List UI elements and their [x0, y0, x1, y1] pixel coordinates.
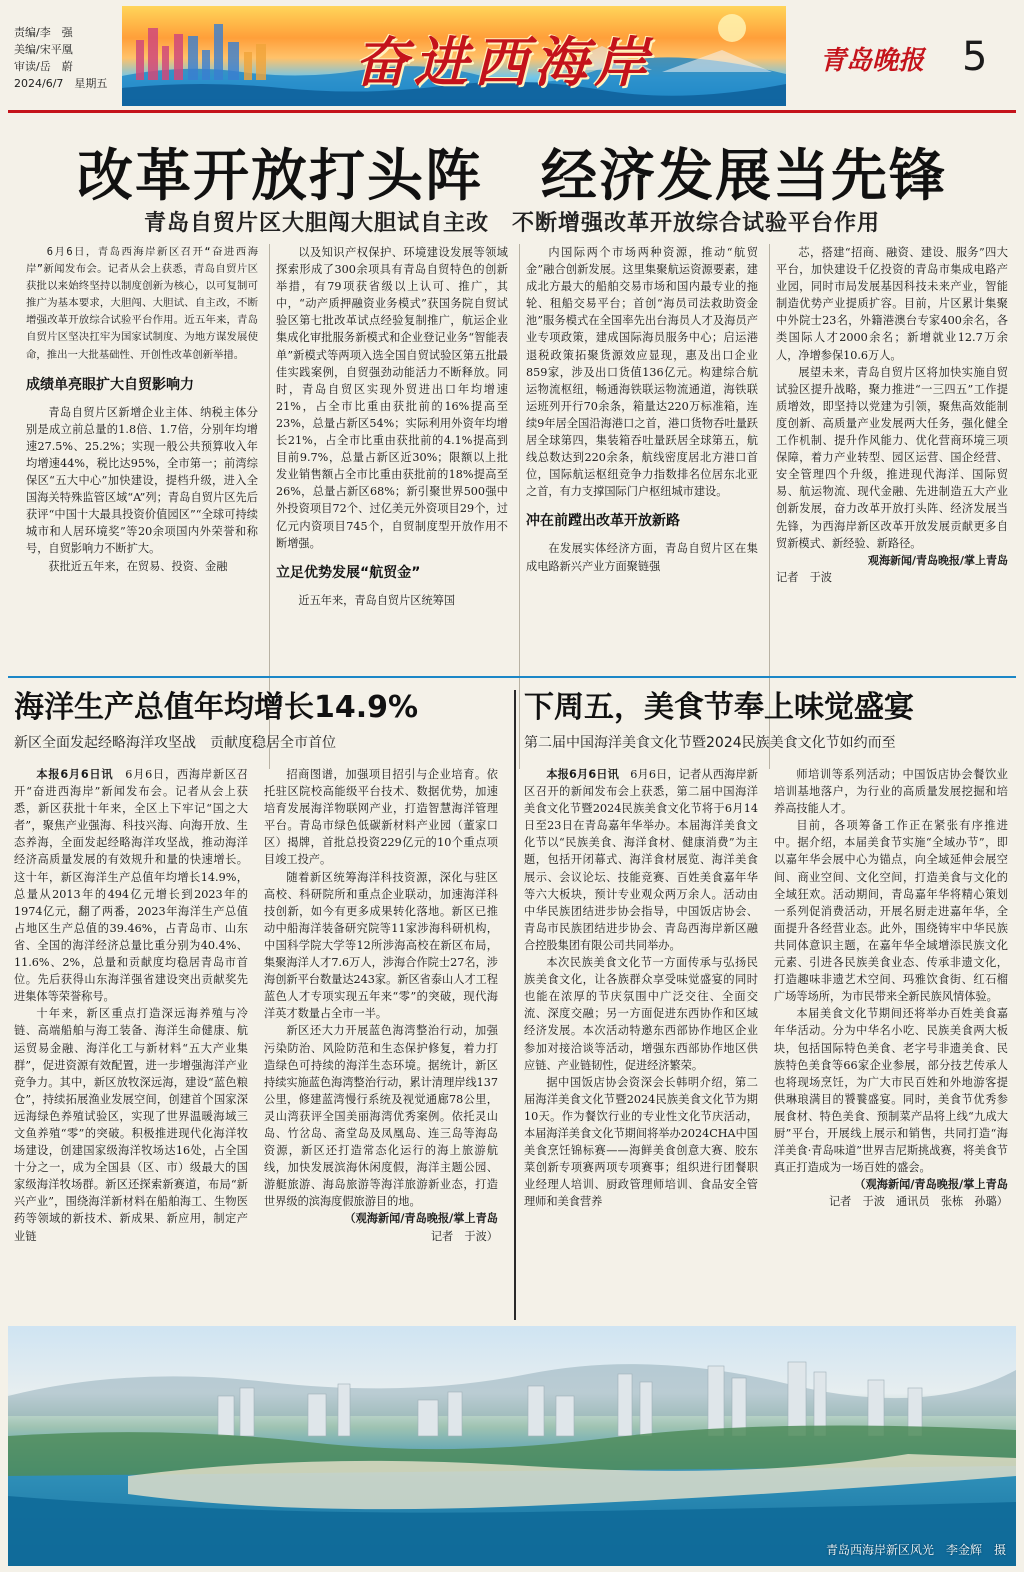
header-rule: [8, 110, 1016, 113]
byline: （观海新闻/青岛晚报/掌上青岛: [344, 1212, 498, 1226]
ocean-economy-article: [14, 686, 504, 1322]
credit-line: 美编/宋平凰: [14, 43, 73, 56]
skyline-illustration: [8, 1326, 1016, 1566]
paragraph: 在发展实体经济方面，青岛自贸片区在集成电路新兴产业方面聚链强: [526, 542, 758, 573]
lead-subheadline: 青岛自贸片区大胆闯大胆试自主改 不断增强改革开放综合试验平台作用: [143, 211, 880, 236]
paragraph: 以及知识产权保护、环境建设发展等领域探索形成了300余项具有青岛自贸特色的创新举措，有79项获省级以上认可、推广，其中，“动产质押融资业务模式”获国务院自贸试验区第七批改革试点经验复制推广，航运企业集成化审批服务新模式和企业登记业务“智能表单”新模式等两项入选全国自贸试验区第五批最佳实践案例，自贸强劲动能活力不断释放。同时，青岛自贸区实现外贸进出口年均增速21%，占全市比重由获批前的16%提高至23%，总量占新区54%；实际利用外资年均增长21%，占全市比重由获批前的4.1%提高到目前9.7%，总量占新区近30%；限额以上批发业销售额占全市比重由获批前的18%提高至26%，总量占新区68%；新引聚世界500强中外投资项目72个、过亿美元外资项目29个，过亿元内资项目745个，自贸制度型开放作用不断增强。: [276, 246, 508, 550]
newspaper-logo: 青岛晚报: [820, 46, 925, 76]
article-columns: [524, 766, 1014, 1326]
paragraph: 芯，搭建“招商、融资、建设、服务”四大平台，加快建设千亿投资的青岛市集成电路产业园，同时市局发展基因科技未来产业，智能制造优势产业提质扩容。目前，片区累计集聚中外院士23名，外籍港澳台专家400余名，各类国际人才2000余名；新增就业12.7万余人，净增参保10.6万人。: [776, 246, 1008, 362]
photo-caption: 青岛西海岸新区风光 李金辉 摄: [825, 1543, 1006, 1557]
lead-article: [8, 114, 1016, 674]
paragraph: 目前，各项筹备工作正在紧张有序推进中。据介绍，本届美食节实施“全域办节”，即以嘉年华会展中心为锚点，向全域延伸会展空间、商业空间、文化空间，打造美食与文化的全域狂欢。活动期间，青岛嘉年华将精心策划一系列促消费活动，开展名厨走进嘉年华，全面提升各经营业态。此外，围绕铸牢中华民族共同体意识主题，在嘉年华全域增添民族文化元素、引进各民族美食业态、传承非遗文化，打造趣味非遗艺术空间、玛雅饮食街、红石榴广场等场所，为市民带来全新民族风情体验。: [774, 819, 1008, 1004]
dateline: 本报6月6日讯: [36, 768, 114, 781]
paragraph: 展望未来，青岛自贸片区将加快实施自贸试验区提升战略，聚力推进“一三四五”工作提质增效，即坚持以党建为引领，聚焦高效能制度创新、高质量产业发展两大任务，强化健全工作机制、提升作风能力、优化营商环境三项保障，着力产业转型、园区运营、国企经营、安全管理四个升级，推进现代海洋、国际贸易、航运物流、现代金融、先进制造五大产业创新发展，奋力改革开放打头阵、经济发展当先锋，为西海岸新区改革开放发展贡献更多自贸新模式、新经验、新路径。: [776, 365, 1008, 550]
lead-headline: 改革开放打头阵 经济发展当先锋: [77, 144, 947, 209]
editor-credits: [14, 24, 107, 92]
paragraph: 十年来，新区重点打造深远海养殖与冷链、高端船舶与海工装备、海洋生命健康、航运贸易金融、海洋化工与新材料“五大产业集群”，促进资源有效配置，进一步增强海洋产业竞争力。其中，新区放牧深远海，建设“蓝色粮仓”，持续拓展渔业发展空间，创建首个国家深远海绿色养殖试验区，实现了世界温暖海域三文鱼养殖“零”的突破。积极推进现代化海洋牧场建设，创建国家级海洋牧场达16处，占全国十分之一，成为全国县（区、市）级最大的国家级海洋牧场群。新区还探索新赛道，布局“新兴产业”，围绕海洋新材料在船舶海工、生物医药等领域的新技术、新成果、新应用，制定产业链: [14, 1007, 248, 1243]
paragraph: 近五年来，青岛自贸片区统筹国: [298, 593, 456, 607]
article-columns: [14, 766, 504, 1326]
dateline: 本报6月6日讯: [546, 768, 619, 781]
author: 记者 于波: [776, 570, 832, 584]
section-heading: 立足优势发展“航贸金”: [276, 564, 421, 581]
paragraph: 6月6日，西海岸新区召开“奋进西海岸”新闻发布会。记者从会上获悉，新区获批十年来，全区上下牢记“国之大者”，聚焦产业强海、科技兴海、向海开放、生态养海，全面发起经略海洋攻坚战，推动海洋经济高质量发展的有效规升和量的快速增长。这十年，新区海洋生产总值年均增长14.9%，总量从2013年的494亿元增长到2023年的1974亿元，翻了两番，2023年海洋生产总值占地区生产总值的39.46%，占青岛市、山东省、全国的海洋经济总量比重分别为40.4%、11.6%、2%，总量和贡献度均稳居青岛市首位。先后获得山东海洋强省建设突出贡献奖先进集体等荣誉称号。: [14, 768, 248, 1004]
paragraph: 获批近五年来，在贸易、投资、金融: [48, 559, 228, 573]
issue-date: 2024/6/7 星期五: [14, 77, 108, 90]
paragraph: 本次民族美食文化节一方面传承与弘扬民族美食文化，让各族群众享受味觉盛宴的同时也能在浓厚的节庆氛围中广泛交往、全面交流、深度交融；另一方面促进东西协作和区域经济发展。本次活动特邀东西部协作地区企业参加对接洽谈等活动，增强东西部协作地区供应链、产业链韧性，促进经济繁荣。: [524, 956, 758, 1072]
byline: 观海新闻/青岛晚报/掌上青岛: [867, 553, 1008, 567]
article-headline: 海洋生产总值年均增长14.9%: [14, 690, 419, 725]
article-column-2: [264, 766, 498, 1322]
paragraph: 内国际两个市场两种资源，推动“航贸金”融合创新发展。这里集聚航运资源要素，建成北方最大的船舶交易市场和国内最专业的拖轮、租船交易平台；首创“海员司法救助资金池”服务模式在全国率先出台海员人才及海员产业专项政策，建成国际海员服务中心；启运港退税政策拓聚货源效应显现，惠及出口企业859家，涉及出口货值136亿元。构建综合航运物流枢纽，畅通海铁联运物流通道，海铁联运班列开行70余条，箱量达220万标准箱，连续9年居全国沿海港口之首，港口货物吞吐量跃居全球第四，集装箱吞吐量跃居全球第五，航线总数达到220余条，航线密度居北方港口首位，国际航运枢纽竞争力指数排名位居东北亚之首，有力支撑国际门户枢纽城市建设。: [526, 246, 758, 499]
author: 记者 于波）: [430, 1229, 498, 1243]
paragraph: 6月6日，记者从西海岸新区召开的新闻发布会上获悉，第二届中国海洋美食文化节暨2024民族美食文化节将于6月14日至23日在青岛嘉年华举办。本届海洋美食文化节以“民族美食、海洋食材、健康消费”为主题，包括开闭幕式、海洋食材展览、海洋美食展示、会议论坛、技能竞赛、百姓美食嘉年华等六大板块，预计专业观众两万余人。活动由中华民族团结进步协会指导，中国饭店协会、青岛市民族团结进步协会、青岛西海岸新区融合控股集团有限公司共同举办。: [524, 768, 758, 952]
story-divider: [514, 690, 516, 1320]
section-heading: 冲在前蹚出改革开放新路: [526, 513, 680, 530]
page-header: [0, 0, 1024, 108]
article-subheadline: 新区全面发起经略海洋攻坚战 贡献度稳居全市首位: [14, 735, 336, 751]
article-subheadline: 第二届中国海洋美食文化节暨2024民族美食文化节如约而至: [524, 735, 896, 751]
paragraph: 师培训等系列活动；中国饭店协会餐饮业培训基地落户，为行业的高质量发展挖掘和培养高技能人才。: [774, 768, 1008, 816]
credit-line: 审读/岳 蔚: [14, 60, 73, 73]
credit-line: 责编/李 强: [14, 26, 73, 39]
paragraph: 招商图谱，加强项目招引与企业培育。依托驻区院校高能级平台技术、数据优势，加速培育发展海洋物联网产业，打造智慧海洋管理平台。青岛市绿色低碳新材料产业园（董家口区）揭牌，首批总投资229亿元的10个重点项目竣工投产。: [264, 768, 498, 867]
article-column-1: [14, 766, 248, 1322]
paragraph: 新区还大力开展蓝色海湾整治行动，加强污染防治、风险防范和生态保护修复，着力打造绿色可持续的海洋生态环境。据统计，新区持续实施蓝色海湾整治行动，累计清理岸线137公里，修建蓝湾慢行系统及视觉通廊78公里，灵山湾获评全国美丽海湾优秀案例。依托灵山岛、竹岔岛、斋堂岛及凤凰岛、连三岛等海岛资源，新区还打造常态化运行的海上旅游航线，加快发展滨海休闲度假，海洋主题公园、游艇旅游、海岛旅游等海洋旅游新业态，打造世界级的滨海度假旅游目的地。: [264, 1024, 498, 1209]
city-coastline-photo: [8, 1326, 1016, 1566]
author: 记者 于波 通讯员 张栋 孙璐）: [828, 1195, 1008, 1209]
page-number: 5: [962, 34, 988, 80]
section-banner: [122, 6, 786, 106]
paragraph: 随着新区统筹海洋科技资源，深化与驻区高校、科研院所和重点企业联动，加速海洋科技创新，如今有更多成果转化落地。新区已推动中船海洋装备研究院等11家涉海科研机构，中国科学院大学等12所涉海高校在新区布局，集聚海洋人才7.6万人，涉海合作院士27名，涉海创新平台数量达243家。新区省泰山人才工程蓝色人才专项实现五年来“零”的突破，现代海洋英才数量占全市一半。: [264, 870, 498, 1021]
paragraph: 本届美食文化节期间还将举办百姓美食嘉年华活动。分为中华名小吃、民族美食两大板块，包括国际特色美食、老字号非遗美食、民族特色美食等66家企业参展，部分技艺传承人也将现场烹饪，为广大市民百姓和外地游客提供琳琅满目的饕餮盛宴。同时，美食节优秀参展食材、特色美食、预制菜产品将上线“九成大厨”平台，开展线上展示和销售，共同打造“海洋美食·青岛味道”世界吉尼斯挑战赛，将美食节真正打造成为一场百姓的盛会。: [774, 1007, 1008, 1175]
article-column-1: [524, 766, 758, 1322]
food-festival-article: [524, 686, 1014, 1322]
article-headline: 下周五，美食节奉上味觉盛宴: [524, 690, 914, 725]
section-heading: 成绩单亮眼扩大自贸影响力: [26, 376, 194, 393]
banner-title: 奋进西海岸: [354, 30, 654, 94]
article-column-2: [774, 766, 1008, 1322]
paragraph: 青岛自贸片区新增企业主体、纳税主体分别是成立前总量的1.8倍、1.7倍，分别年均增速27.5%、25.2%；实现一般公共预算收入年均增速44%，税比达95%，全市第一；前湾综保区“五大中心”加快建设，提档升级，进入全国海关特殊监管区域“A”列；青岛自贸片区先后获评“中国十大最具投资价值园区”“全球可持续城市和人居环境奖”等20余项国内外荣誉和称号，自贸影响力不断扩大。: [26, 405, 258, 556]
column-divider: [519, 244, 520, 769]
lead-intro: 6月6日，青岛西海岸新区召开“奋进西海岸”新闻发布会。记者从会上获悉，青岛自贸片区获批以来始终坚持以制度创新为核心，以可复制可推广为基本要求，大胆闯、大胆试、自主改，不断增强改革开放综合试验平台作用。近五年来，青岛自贸片区坚决扛牢为国家试制度、为地方谋发展使命，推出一大批基础性、开创性改革创新举措。: [26, 246, 258, 361]
paragraph: 据中国饭店协会资深会长韩明介绍，第二届海洋美食文化节暨2024民族美食文化节为期10天。作为餐饮行业的专业性文化节庆活动，本届海洋美食文化节期间将举办2024CHA中国美食烹饪锦标赛——海鲜美食创意大赛、胶东菜创新专项赛两项专项赛事；组织进行团餐职业经理人培训、厨政管理师培训、食品安全管理师和美食营养: [524, 1075, 758, 1209]
byline: （观海新闻/青岛晚报/掌上青岛: [854, 1178, 1008, 1192]
section-rule: [8, 676, 1016, 678]
